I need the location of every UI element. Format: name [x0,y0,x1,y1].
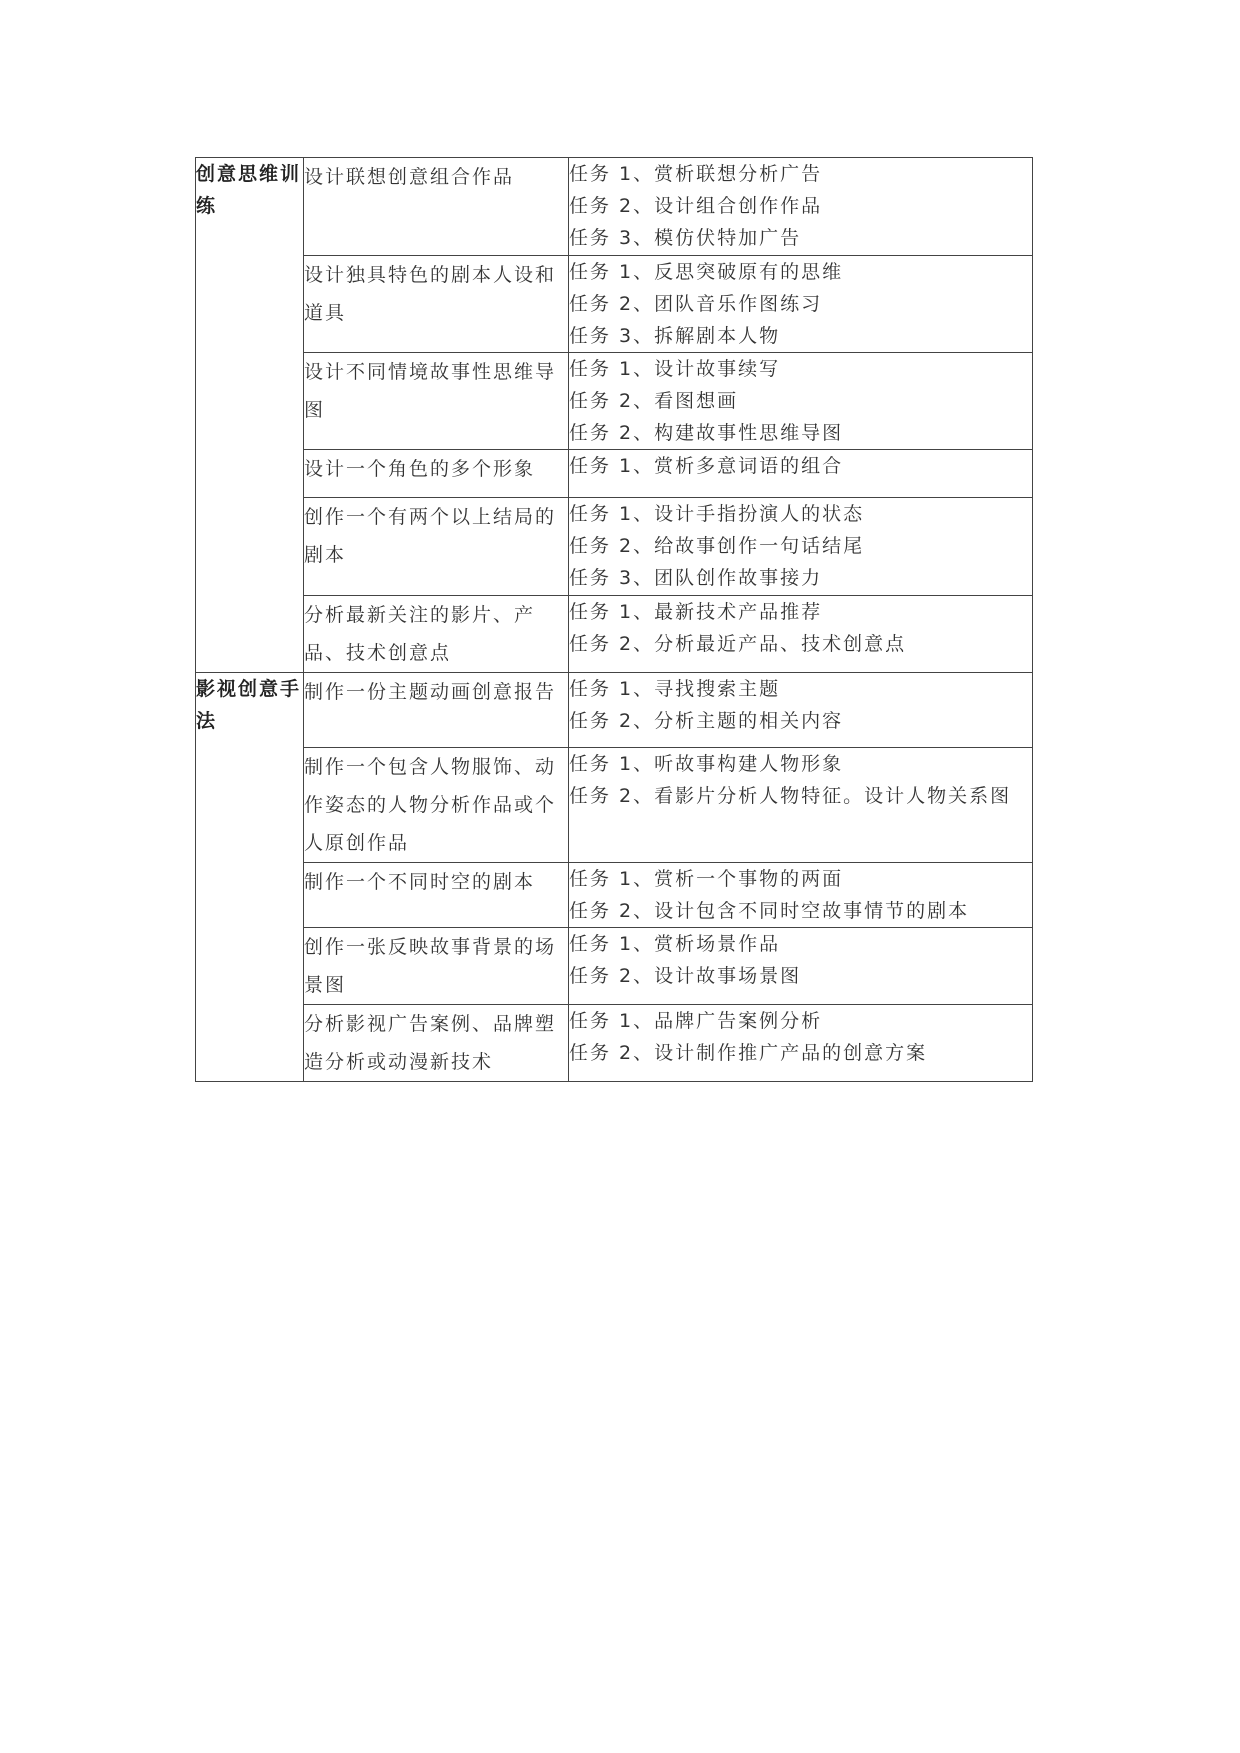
course-task-table [195,157,1033,1082]
tasks-cell [569,863,1033,928]
task-item: 任务 1、设计手指扮演人的状态 [569,503,865,525]
tasks-cell [569,1005,1033,1082]
task-item: 任务 2、设计故事场景图 [569,965,802,987]
task-item: 任务 1、品牌广告案例分析 [569,1010,823,1032]
table-row [196,748,1033,863]
project-cell: 创作一个有两个以上结局的剧本 [304,498,569,596]
task-item: 任务 3、团队创作故事接力 [569,567,823,589]
task-item: 任务 1、赏析场景作品 [569,933,781,955]
task-item: 任务 1、听故事构建人物形象 [569,753,844,775]
tasks-cell [569,498,1033,596]
tasks-cell [569,673,1033,748]
category-cell: 影视创意手法 [196,673,304,1082]
task-item: 任务 3、拆解剧本人物 [569,325,781,347]
table-row [196,498,1033,596]
task-item: 任务 1、赏析多意词语的组合 [569,455,844,477]
task-item: 任务 1、最新技术产品推荐 [569,601,823,623]
task-item: 任务 1、寻找搜索主题 [569,678,781,700]
tasks-cell [569,353,1033,450]
project-cell: 制作一个包含人物服饰、动作姿态的人物分析作品或个人原创作品 [304,748,569,863]
task-item: 任务 2、看图想画 [569,390,739,412]
project-cell: 创作一张反映故事背景的场景图 [304,928,569,1005]
task-item: 任务 1、反思突破原有的思维 [569,261,844,283]
project-cell: 设计联想创意组合作品 [304,158,569,256]
table-row [196,1005,1033,1082]
project-cell: 制作一份主题动画创意报告 [304,673,569,748]
table-row [196,928,1033,1005]
project-cell: 设计一个角色的多个形象 [304,450,569,498]
table-row [196,256,1033,353]
tasks-cell [569,596,1033,673]
table-row [196,353,1033,450]
task-item: 任务 2、分析最近产品、技术创意点 [569,633,907,655]
task-item: 任务 1、赏析联想分析广告 [569,163,823,185]
table-row [196,596,1033,673]
table-row [196,158,1033,256]
task-item: 任务 2、设计包含不同时空故事情节的剧本 [569,900,970,922]
task-item: 任务 1、设计故事续写 [569,358,781,380]
task-item: 任务 2、给故事创作一句话结尾 [569,535,865,557]
table-row [196,450,1033,498]
table-row [196,673,1033,748]
tasks-cell [569,256,1033,353]
task-item: 任务 2、看影片分析人物特征。设计人物关系图 [569,785,1012,807]
task-item: 任务 2、设计组合创作作品 [569,195,823,217]
tasks-cell [569,450,1033,498]
table-row [196,863,1033,928]
task-item: 任务 2、团队音乐作图练习 [569,293,823,315]
project-cell: 设计独具特色的剧本人设和道具 [304,256,569,353]
project-cell: 分析最新关注的影片、产品、技术创意点 [304,596,569,673]
project-cell: 分析影视广告案例、品牌塑造分析或动漫新技术 [304,1005,569,1082]
task-item: 任务 1、赏析一个事物的两面 [569,868,844,890]
task-item: 任务 2、分析主题的相关内容 [569,710,844,732]
tasks-cell [569,928,1033,1005]
project-cell: 设计不同情境故事性思维导图 [304,353,569,450]
tasks-cell [569,158,1033,256]
task-item: 任务 3、模仿伏特加广告 [569,227,802,249]
category-cell: 创意思维训练 [196,158,304,673]
task-item: 任务 2、构建故事性思维导图 [569,422,844,444]
tasks-cell [569,748,1033,863]
project-cell: 制作一个不同时空的剧本 [304,863,569,928]
task-item: 任务 2、设计制作推广产品的创意方案 [569,1042,928,1064]
